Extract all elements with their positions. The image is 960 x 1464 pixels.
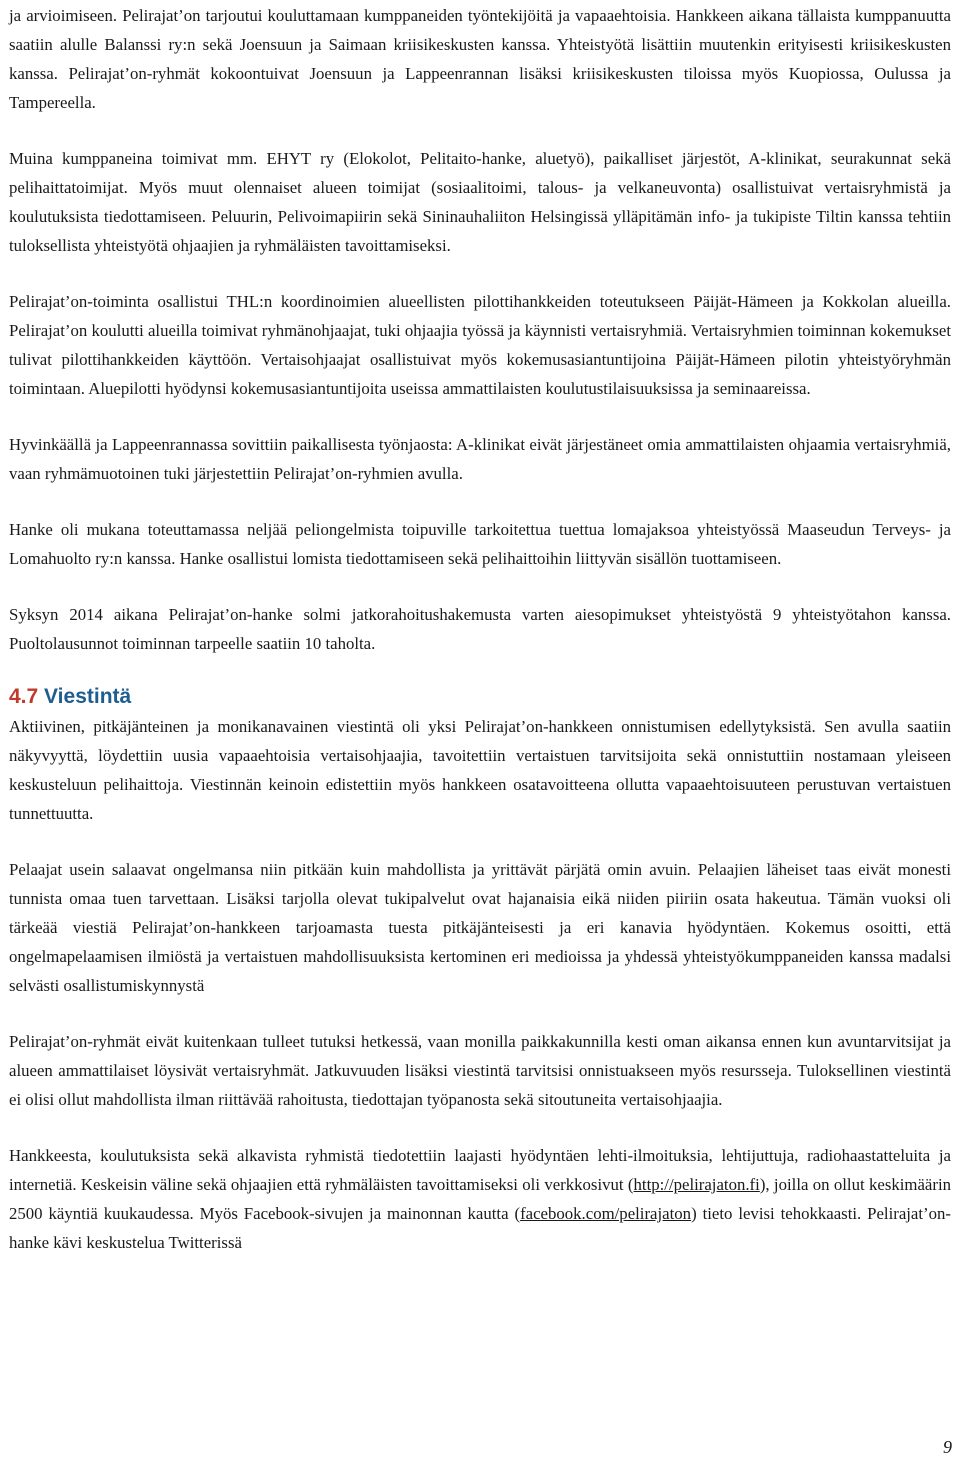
paragraph-communication-intro: Aktiivinen, pitkäjänteinen ja monikanavainen viestintä oli yksi Pelirajat’on-hankkeen onnistumisen edellytyksistä. Sen avulla saatiin näkyvyyttä, löydettiin uusia vapaaehtoisia vertaisohjaajia, tavoitettiin vertaistuen tarvitsijoita sekä onnistuttiin nostamaan yleiseen keskusteluun pelihaittoja. Viestinnän keinoin edistettiin myös hankkeen osatavoitteena ollutta vapaaehtoisuuteen perustuvan vertaistuen tunnettuutta.: [9, 717, 951, 823]
paragraph-channels: [9, 1141, 951, 1257]
document-page: [9, 0, 951, 1257]
section-number: 4.7: [9, 685, 39, 708]
paragraph-other-partners: Muina kumppaneina toimivat mm. EHYT ry (Elokolot, Pelitaito-hanke, aluetyö), paikalliset järjestöt, A-klinikat, seurakunnat sekä pelihaittatoimijat. Myös muut olennaiset alueen toimijat (sosiaalitoimi, talous- ja velkaneuvonta) osallistuivat vertaisryhmistä ja koulutuksista tiedottamiseen. Peluurin, Pelivoimapiirin sekä Sininauhaliiton Helsingissä ylläpitämän info- ja tukipiste Tiltin kanssa tehtiin tuloksellista yhteistyötä ohjaajien ja ryhmäläisten tavoittamiseksi.: [9, 149, 951, 255]
paragraph-autumn-2014: Syksyn 2014 aikana Pelirajat’on-hanke solmi jatkorahoitushakemusta varten aiesopimukset yhteistyöstä 9 yhteistyötahon kanssa. Puoltolausunnot toiminnan tarpeelle saatiin 10 taholta.: [9, 605, 951, 653]
paragraph-thl-pilots: Pelirajat’on-toiminta osallistui THL:n koordinoimien alueellisten pilottihankkeiden toteutukseen Päijät-Hämeen ja Kokkolan alueilla. Pelirajat’on koulutti alueilla toimivat ryhmänohjaajat, tuki ohjaajia työssä ja käynnisti vertaisryhmiä. Vertaisryhmien toiminnan kokemukset tulivat pilottihankkeiden käyttöön. Vertaisohjaajat osallistuivat myös kokemusasiantuntijoina Päijät-Hämeen pilotin yhteistyöryhmän toimintaan. Aluepilotti hyödynsi kokemusasiantuntijoita useissa ammattilaisten koulutustilaisuuksissa ja seminaareissa.: [9, 292, 951, 398]
paragraph-players-hide: Pelaajat usein salaavat ongelmansa niin pitkään kuin mahdollista ja yrittävät pärjätä omin avuin. Pelaajien läheiset taas eivät monesti tunnista omaa tuen tarvettaan. Lisäksi tarjolla olevat tukipalvelut ovat hajanaisia eikä niiden piiriin osata hakeutua. Tämän vuoksi oli tärkeää viestiä Pelirajat’on-hankkeen tarjoamasta tuesta pitkäjänteisesti ja eri kanavia hyödyntäen. Kokemus osoitti, että ongelmapelaamisen ilmiöstä ja vertaistuen mahdollisuuksista kertominen eri medioissa ja yhdessä yhteistyökumppaneiden kanssa madalsi selvästi osallistumiskynnystä: [9, 860, 951, 995]
channels-text-part1: Hankkeesta, koulutuksista sekä alkavista ryhmistä tiedotettiin laajasti hyödyntäen lehti-ilmoituksia, lehtijuttuja, radiohaastatteluita ja internetiä. Keskeisin väline sekä ohjaajien että ryhmäläisten tavoittamiseksi oli verkkosivut (: [9, 1146, 951, 1194]
section-title: Viestintä: [44, 685, 132, 708]
channels-text-part3: ) tieto levisi tehokkaasti. Pelirajat’on-hanke kävi keskustelua Twitterissä: [9, 1204, 951, 1252]
paragraph-local-division: Hyvinkäällä ja Lappeenrannassa sovittiin paikallisesta työnjaosta: A-klinikat eivät järjestäneet omia ammattilaisten ohjaamia vertaisryhmiä, vaan ryhmämuotoinen tuki järjestettiin Pelirajat’on-ryhmien avulla.: [9, 435, 951, 483]
section-heading: [9, 682, 951, 712]
paragraph-groups-not-known: Pelirajat’on-ryhmät eivät kuitenkaan tulleet tutuksi hetkessä, vaan monilla paikkakunnilla kesti oman aikansa ennen kun avuntarvitsijat ja alueen ammattilaiset löysivät vertaisryhmät. Jatkuvuuden lisäksi viestintä tarvitsisi onnistuakseen myös resursseja. Tuloksellinen viestintä ei olisi ollut mahdollista ilman riittävää rahoitusta, tiedottajan työpanosta sekä sitoutuneita vertaisohjaajia.: [9, 1032, 951, 1109]
paragraph-partners-training: ja arvioimiseen. Pelirajat’on tarjoutui kouluttamaan kumppaneiden työntekijöitä ja vapaaehtoisia. Hankkeen aikana tällaista kumppanuutta saatiin alulle Balanssi ry:n sekä Joensuun ja Saimaan kriisikeskusten kanssa. Yhteistyötä lisättiin muutenkin erityisesti kriisikeskusten kanssa. Pelirajat’on-ryhmät kokoontuivat Joensuun ja Lappeenrannan lisäksi kriisikeskusten tiloissa myös Kuopiossa, Oulussa ja Tampereella.: [9, 6, 951, 112]
paragraph-holiday-periods: Hanke oli mukana toteuttamassa neljää peliongelmista toipuville tarkoitettua tuettua lomajaksoa yhteistyössä Maaseudun Terveys- ja Lomahuolto ry:n kanssa. Hanke osallistui lomista tiedottamiseen sekä pelihaittoihin liittyvän sisällön tuottamiseen.: [9, 520, 951, 568]
page-number: 9: [943, 1437, 952, 1457]
website-link[interactable]: http://pelirajaton.fi: [633, 1175, 760, 1194]
facebook-link[interactable]: facebook.com/pelirajaton: [520, 1204, 692, 1223]
channels-text-part2: ), joilla on ollut keskimäärin 2500 käyntiä kuukaudessa. Myös Facebook-sivujen ja mainonnan kautta (: [9, 1175, 952, 1223]
